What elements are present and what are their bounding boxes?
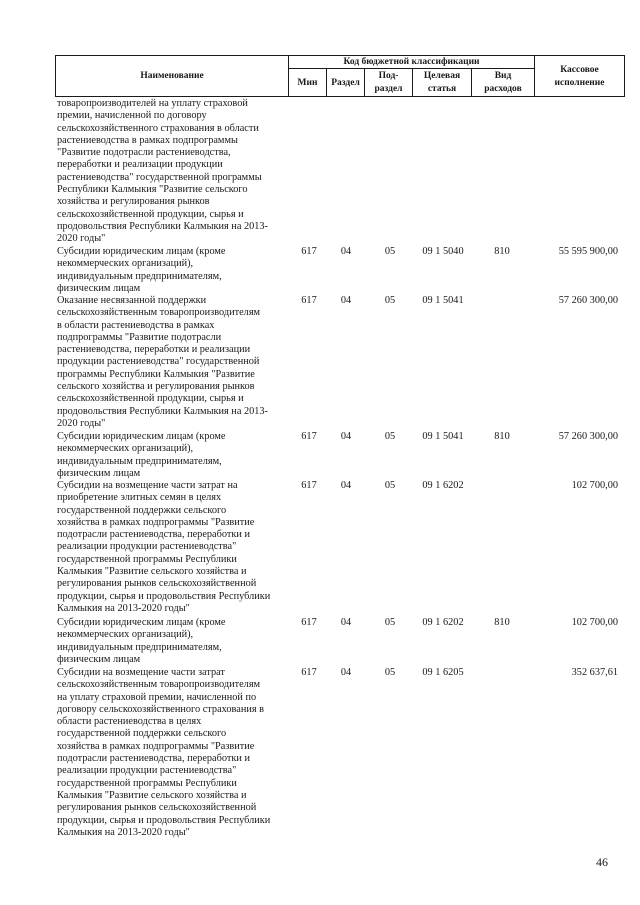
header-cash-line1: Кассовое <box>560 64 599 75</box>
row-name: Субсидии юридическим лицам (кроме некоммерческих организаций), индивидуальным предпринимателям, физическим лицам <box>57 617 226 665</box>
page-number: 46 <box>596 855 608 869</box>
row-min: 617 <box>301 246 317 257</box>
row-article: 09 1 6202 <box>422 617 464 628</box>
row-subsection: 05 <box>384 246 396 257</box>
row-name: Субсидии юридическим лицам (кроме некоммерческих организаций), индивидуальным предпринимателям, физическим лицам <box>57 246 226 294</box>
row-amount: 57 260 300,00 <box>558 295 618 306</box>
row-article: 09 1 6205 <box>422 667 464 678</box>
row-expense-type: 810 <box>494 617 510 628</box>
row-subsection: 05 <box>384 617 396 628</box>
row-article: 09 1 6202 <box>422 480 464 491</box>
row-section: 04 <box>340 246 352 257</box>
row-subsection: 05 <box>384 480 396 491</box>
header-subsection-line1: Под- <box>378 71 399 81</box>
row-min: 617 <box>301 480 317 491</box>
row-section: 04 <box>340 480 352 491</box>
row-min: 617 <box>301 617 317 628</box>
header-subsection-line2: раздел <box>374 84 403 94</box>
row-subsection: 05 <box>384 431 396 442</box>
header-article-line1: Целевая <box>423 71 461 81</box>
row-expense-type: 810 <box>494 246 510 257</box>
header-cash-line2: исполнение <box>554 77 605 88</box>
row-name: товаропроизводителей на уплату страховой премии, начисленной по договору сельскохозяйственного страхования в области растениеводства в рамках подпрограммы "Развитие подотрасли растениеводства, переработки и реализации продукции растениеводства" государственной программы Республики Калмыкия "Развитие сельского хозяйства и регулирования рынков сельскохозяйственной продукции, сырья и продовольствия Республики Калмыкия на 2013- 2020 годы" <box>57 98 268 245</box>
row-amount: 352 637,61 <box>571 667 618 678</box>
row-amount: 102 700,00 <box>571 617 618 628</box>
row-subsection: 05 <box>384 295 396 306</box>
row-expense-type: 810 <box>494 431 510 442</box>
row-section: 04 <box>340 295 352 306</box>
row-amount: 57 260 300,00 <box>558 431 618 442</box>
row-amount: 102 700,00 <box>571 480 618 491</box>
header-section: Раздел <box>331 77 360 88</box>
row-article: 09 1 5041 <box>422 431 464 442</box>
row-section: 04 <box>340 667 352 678</box>
row-section: 04 <box>340 617 352 628</box>
row-name: Субсидии на возмещение части затрат сельскохозяйственным товаропроизводителям на уплату страховой премии, начисленной по договору сельскохозяйственного страхования в области растениеводства в целях государственной поддержки сельского хозяйства в рамках подпрограммы "Развитие подотрасли растениеводства, переработки и реализации продукции растениеводства" государственной программы Республики Калмыкия "Развитие сельского хозяйства и регулирования рынков сельскохозяйственной продукции, сырья и продовольствия Республики Калмыкия на 2013-2020 годы" <box>57 667 271 838</box>
row-section: 04 <box>340 431 352 442</box>
row-amount: 55 595 900,00 <box>558 246 618 257</box>
header-expense-line2: расходов <box>484 84 522 94</box>
row-article: 09 1 5040 <box>422 246 464 257</box>
row-article: 09 1 5041 <box>422 295 464 306</box>
row-name: Субсидии на возмещение части затрат на приобретение элитных семян в целях государственной поддержки сельского хозяйства в рамках подпрограммы "Развитие подотрасли растениеводства, переработки и реализации продукции растениеводства" государственной программы Республики Калмыкия "Развитие сельского хозяйства и регулирования рынков сельскохозяйственной продукции, сырья и продовольствия Республики Калмыкия на 2013-2020 годы" <box>57 480 271 614</box>
row-min: 617 <box>301 295 317 306</box>
header-min: Мин <box>297 77 318 88</box>
header-article-line2: статья <box>427 84 457 94</box>
row-min: 617 <box>301 667 317 678</box>
row-name: Субсидии юридическим лицам (кроме некоммерческих организаций), индивидуальным предпринимателям, физическим лицам <box>57 431 226 479</box>
header-expense-line1: Вид <box>494 71 512 81</box>
header-code-group: Код бюджетной классификации <box>343 57 480 67</box>
row-name: Оказание несвязанной поддержки сельскохозяйственным товаропроизводителям в области растениеводства в рамках подпрограммы "Развитие подотрасли растениеводства, переработки и реализации продукции растениеводства" государственной программы Республики Калмыкия "Развитие сельского хозяйства и регулирования рынков сельскохозяйственной продукции, сырья и продовольствия Республики Калмыкия на 2013- 2020 годы" <box>57 295 268 429</box>
row-subsection: 05 <box>384 667 396 678</box>
header-name: Наименование <box>140 71 204 81</box>
row-min: 617 <box>301 431 317 442</box>
